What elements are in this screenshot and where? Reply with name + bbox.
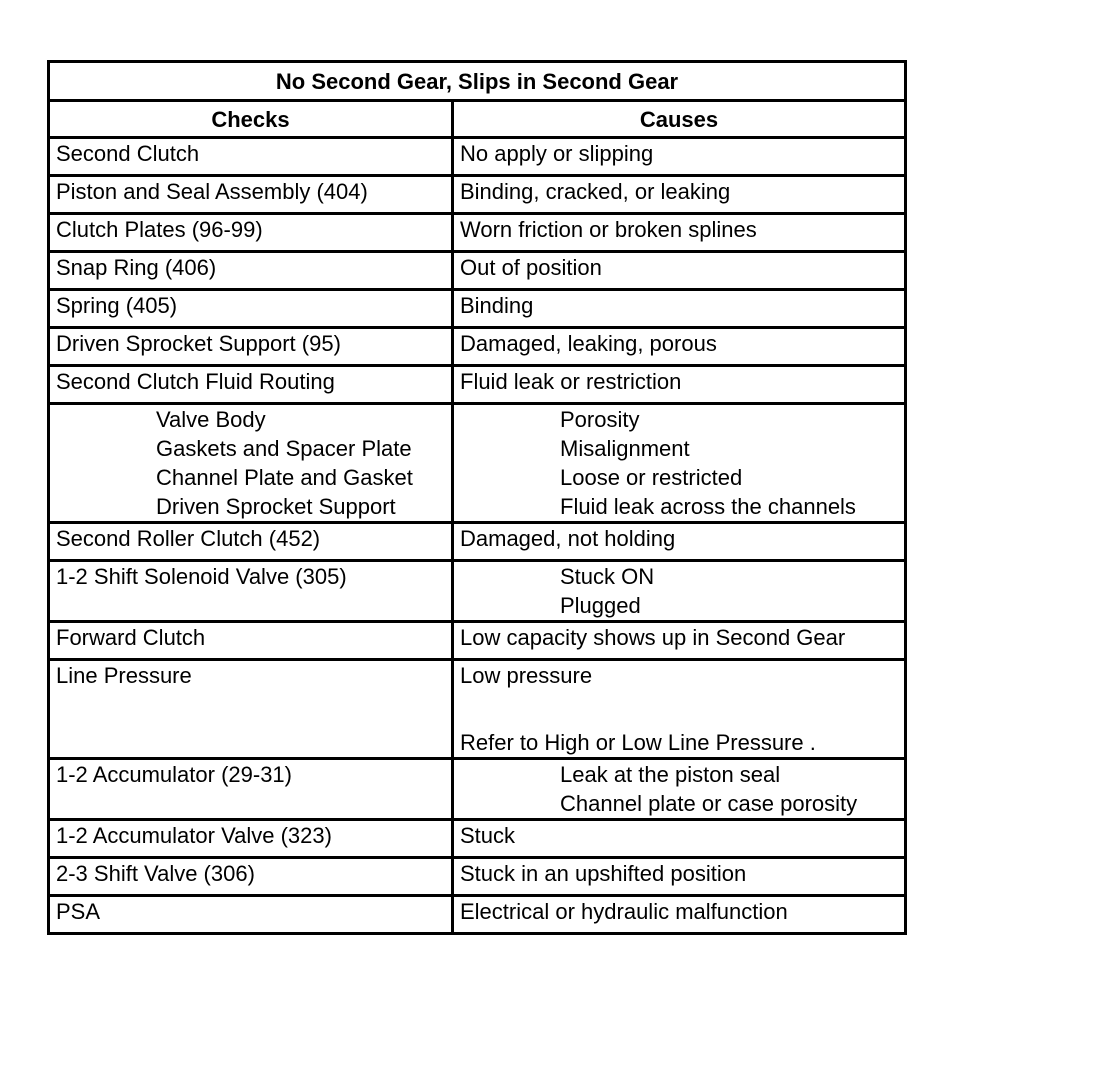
causes-header: Causes xyxy=(453,101,906,138)
table-row xyxy=(49,858,906,896)
cause-cell: Electrical or hydraulic malfunction xyxy=(453,896,906,934)
cause-item: Leak at the piston seal xyxy=(560,762,781,787)
routing-cause-item: Loose or restricted xyxy=(560,465,743,490)
cause-item: Stuck ON xyxy=(560,564,655,589)
check-cell: Second Clutch Fluid Routing xyxy=(49,366,453,404)
check-cell: 1-2 Accumulator (29-31) xyxy=(49,759,453,820)
table-row xyxy=(49,138,906,176)
routing-cause-item: Misalignment xyxy=(560,436,690,461)
check-cell: Line Pressure xyxy=(49,660,453,759)
table-row xyxy=(49,328,906,366)
cause-item: Plugged xyxy=(560,593,641,618)
checks-header: Checks xyxy=(49,101,453,138)
cause-cell: Low capacity shows up in Second Gear xyxy=(453,622,906,660)
check-cell: 1-2 Shift Solenoid Valve (305) xyxy=(49,561,453,622)
accumulator-row xyxy=(49,759,906,820)
table-row xyxy=(49,622,906,660)
shift-solenoid-row xyxy=(49,561,906,622)
check-cell: 2-3 Shift Valve (306) xyxy=(49,858,453,896)
table-row xyxy=(49,290,906,328)
cause-cell: Stuck in an upshifted position xyxy=(453,858,906,896)
table-header-row xyxy=(49,101,906,138)
cause-item: Channel plate or case porosity xyxy=(560,791,858,816)
check-cell: 1-2 Accumulator Valve (323) xyxy=(49,820,453,858)
table-row xyxy=(49,252,906,290)
check-cell: Driven Sprocket Support (95) xyxy=(49,328,453,366)
cause-cell xyxy=(453,561,906,622)
cause-item: Low pressure xyxy=(460,663,593,688)
cause-cell: No apply or slipping xyxy=(453,138,906,176)
check-cell: Snap Ring (406) xyxy=(49,252,453,290)
table-row xyxy=(49,214,906,252)
cause-cell: Stuck xyxy=(453,820,906,858)
cause-cell: Fluid leak or restriction xyxy=(453,366,906,404)
cause-note: Refer to High or Low Line Pressure . xyxy=(460,730,816,755)
cause-cell xyxy=(453,660,906,759)
table-title: No Second Gear, Slips in Second Gear xyxy=(49,62,906,101)
routing-subitems-row xyxy=(49,404,906,523)
table-title-row xyxy=(49,62,906,101)
routing-cause-item: Porosity xyxy=(560,407,640,432)
cause-cell: Binding, cracked, or leaking xyxy=(453,176,906,214)
check-cell: Clutch Plates (96-99) xyxy=(49,214,453,252)
cause-cell: Worn friction or broken splines xyxy=(453,214,906,252)
table-row xyxy=(49,366,906,404)
table-row xyxy=(49,820,906,858)
check-cell: Forward Clutch xyxy=(49,622,453,660)
routing-check-item: Driven Sprocket Support xyxy=(156,494,396,519)
table-row xyxy=(49,896,906,934)
routing-check-item: Gaskets and Spacer Plate xyxy=(156,436,412,461)
routing-checks-cell xyxy=(49,404,453,523)
check-cell: Piston and Seal Assembly (404) xyxy=(49,176,453,214)
cause-cell: Damaged, not holding xyxy=(453,523,906,561)
check-cell: Second Roller Clutch (452) xyxy=(49,523,453,561)
routing-cause-item: Fluid leak across the channels xyxy=(560,494,856,519)
routing-check-item: Valve Body xyxy=(156,407,266,432)
table-row xyxy=(49,176,906,214)
routing-causes-cell xyxy=(453,404,906,523)
table-row xyxy=(49,523,906,561)
cause-cell: Out of position xyxy=(453,252,906,290)
check-cell: Spring (405) xyxy=(49,290,453,328)
routing-check-item: Channel Plate and Gasket xyxy=(156,465,413,490)
line-pressure-row xyxy=(49,660,906,759)
check-cell: PSA xyxy=(49,896,453,934)
cause-cell xyxy=(453,759,906,820)
cause-cell: Damaged, leaking, porous xyxy=(453,328,906,366)
cause-cell: Binding xyxy=(453,290,906,328)
check-cell: Second Clutch xyxy=(49,138,453,176)
diagnosis-table xyxy=(47,60,907,935)
